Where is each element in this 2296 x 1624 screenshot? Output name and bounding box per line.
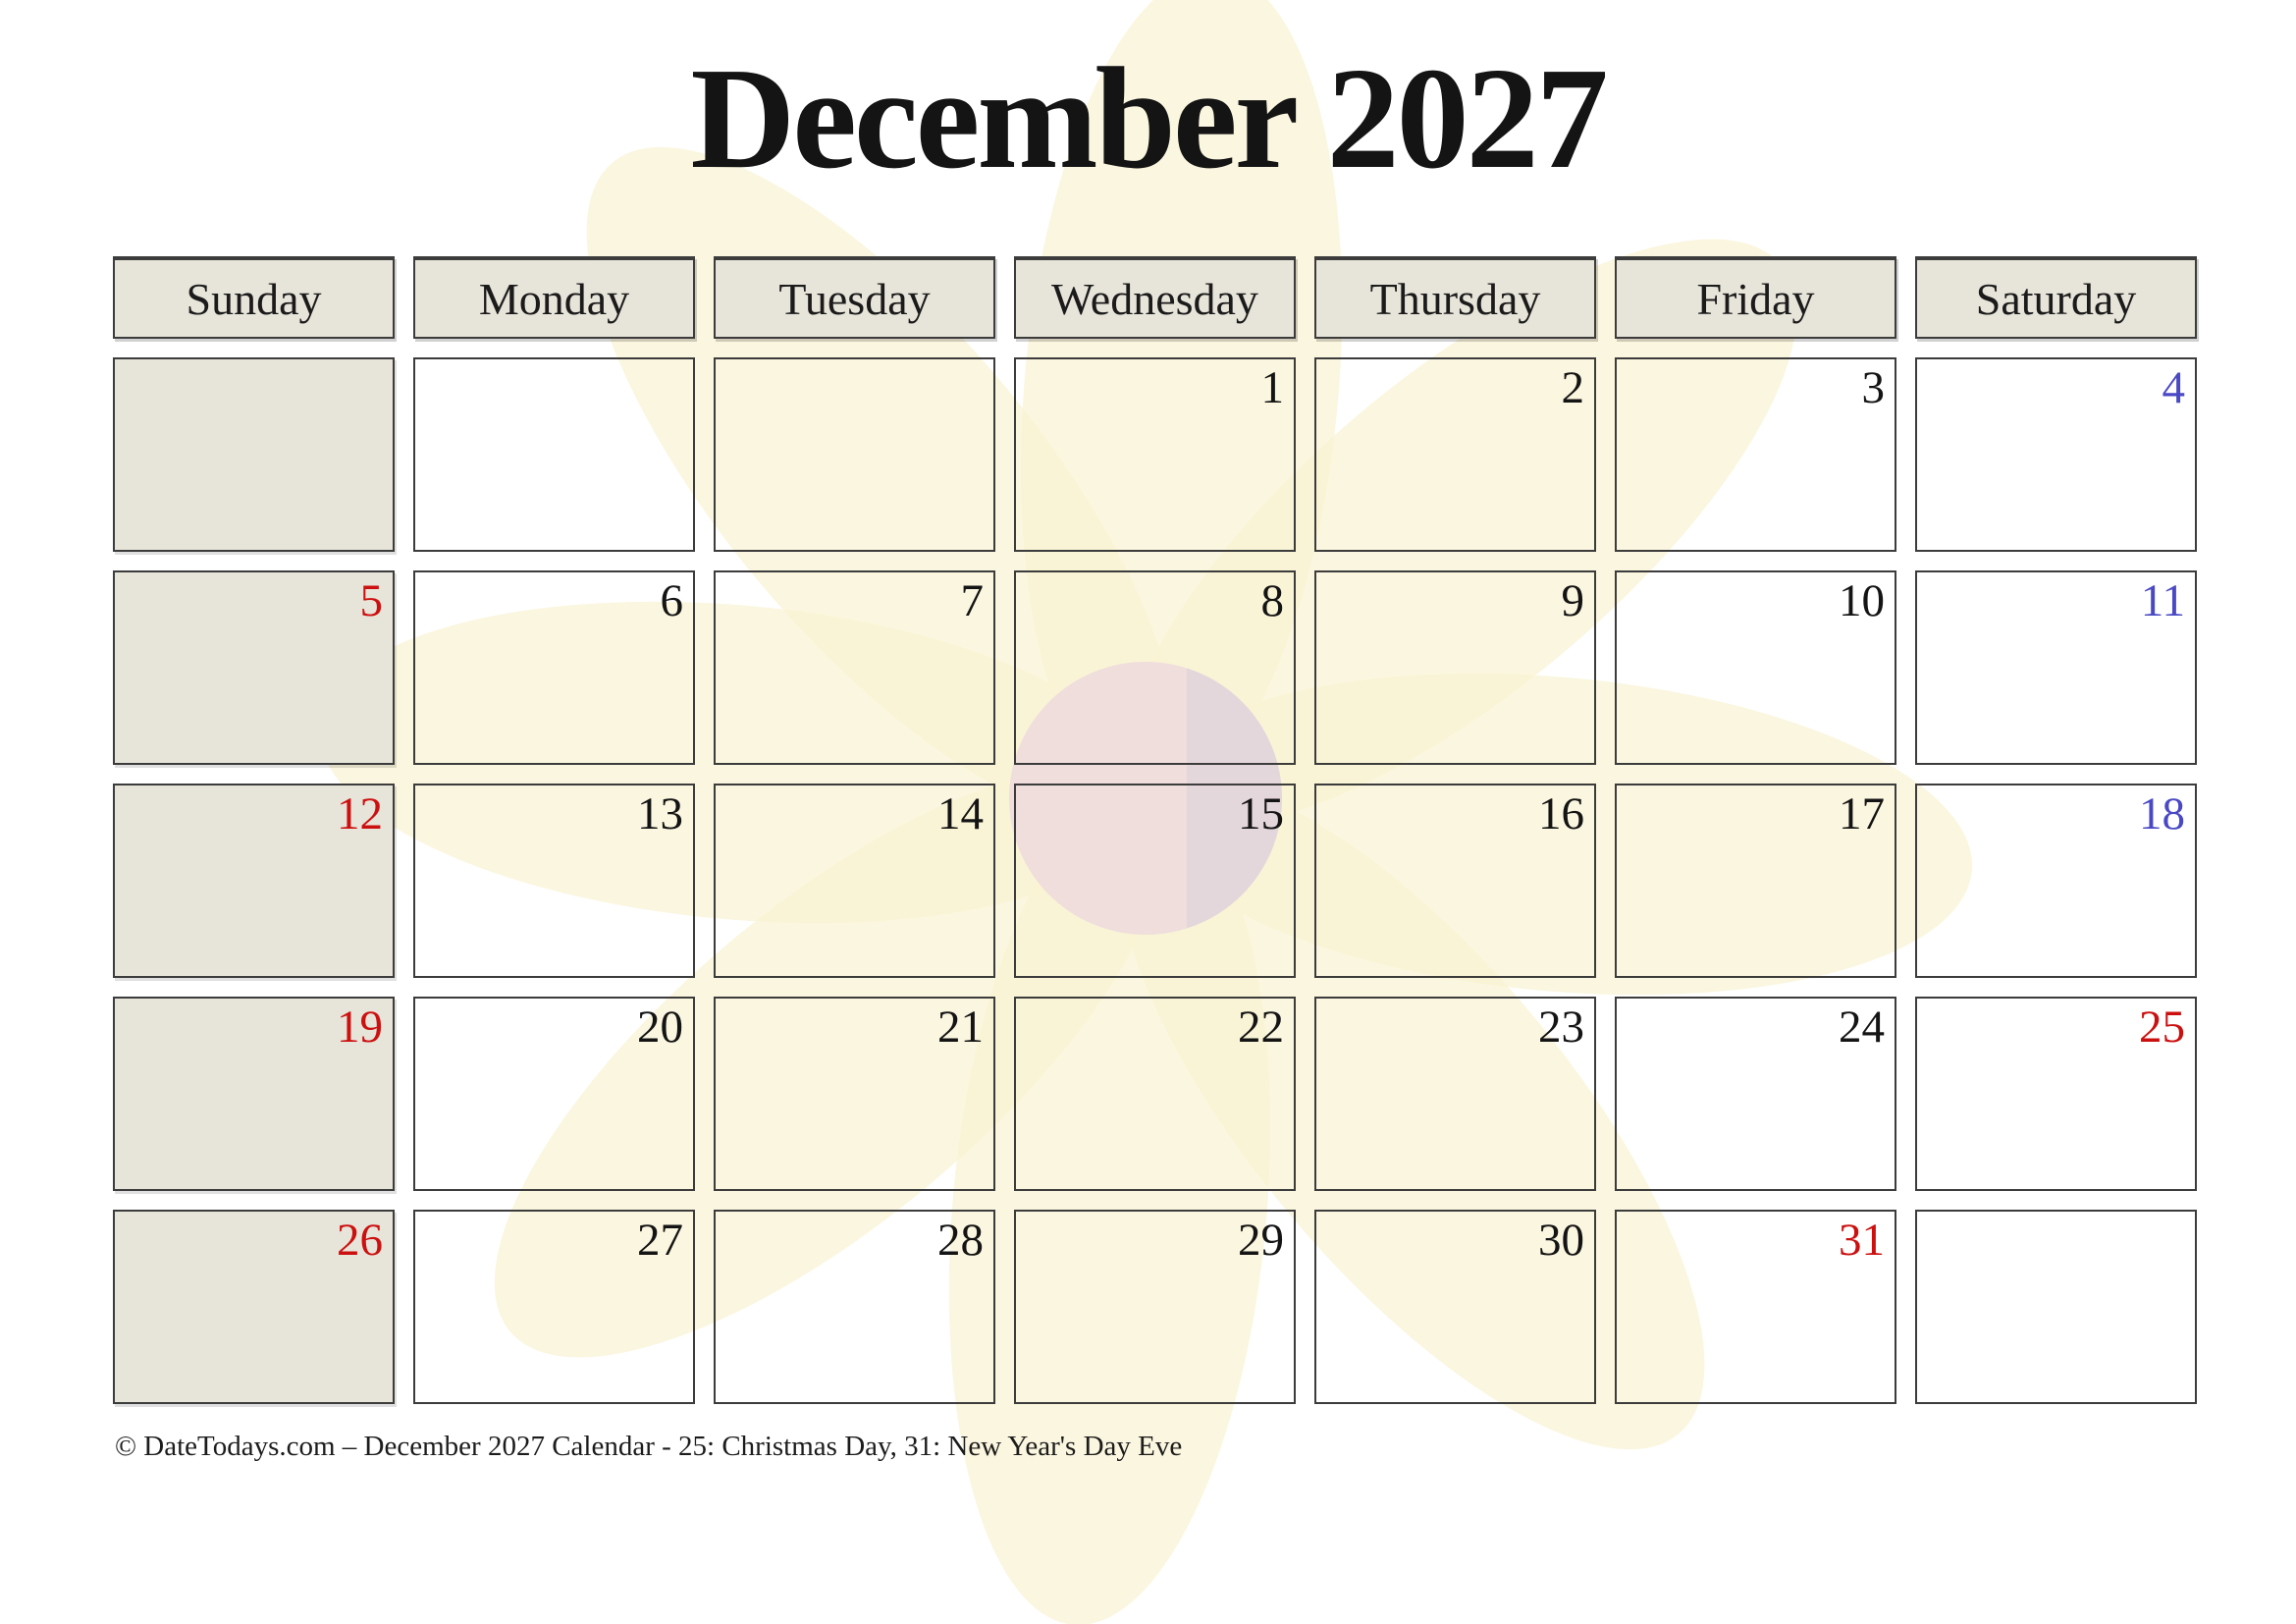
day-number: 12 (337, 788, 383, 839)
day-header-label: Thursday (1369, 273, 1541, 324)
day-cell-15 (1014, 784, 1296, 978)
day-header-wednesday (1014, 256, 1296, 339)
day-header-label: Saturday (1975, 273, 2137, 324)
footer-credit: © DateTodays.com – December 2027 Calendar - 25: Christmas Day, 31: New Year's Day Eve (115, 1431, 1183, 1462)
day-cell-24 (1615, 997, 1896, 1191)
day-cell-empty (1915, 1210, 2197, 1404)
day-cell-10 (1615, 570, 1896, 765)
day-number: 31 (1839, 1215, 1885, 1266)
day-number: 1 (1260, 362, 1284, 413)
day-cell-12 (113, 784, 395, 978)
day-cell-2 (1314, 357, 1596, 552)
day-number: 24 (1839, 1001, 1885, 1053)
day-cell-1 (1014, 357, 1296, 552)
day-cell-22 (1014, 997, 1296, 1191)
day-number: 20 (637, 1001, 683, 1053)
day-number: 17 (1839, 788, 1885, 839)
day-header-sunday (113, 256, 395, 339)
day-header-label: Wednesday (1051, 273, 1258, 324)
day-cell-11 (1915, 570, 2197, 765)
day-cell-20 (413, 997, 695, 1191)
day-number: 9 (1561, 575, 1584, 626)
day-number: 14 (937, 788, 984, 839)
day-number: 26 (337, 1215, 383, 1266)
day-cell-14 (714, 784, 995, 978)
day-cell-empty (413, 357, 695, 552)
day-number: 13 (637, 788, 683, 839)
day-header-label: Friday (1696, 273, 1815, 324)
day-number: 16 (1538, 788, 1584, 839)
day-cell-8 (1014, 570, 1296, 765)
day-number: 23 (1538, 1001, 1584, 1053)
day-number: 4 (2162, 362, 2185, 413)
day-number: 11 (2140, 575, 2185, 626)
day-header-label: Monday (478, 273, 630, 324)
day-cell-23 (1314, 997, 1596, 1191)
day-cell-28 (714, 1210, 995, 1404)
day-number: 7 (960, 575, 984, 626)
day-cell-18 (1915, 784, 2197, 978)
day-cell-17 (1615, 784, 1896, 978)
day-number: 2 (1561, 362, 1584, 413)
day-number: 5 (359, 575, 383, 626)
day-number: 28 (937, 1215, 984, 1266)
day-cell-30 (1314, 1210, 1596, 1404)
day-number: 25 (2139, 1001, 2185, 1053)
day-header-thursday (1314, 256, 1596, 339)
day-cell-21 (714, 997, 995, 1191)
day-number: 27 (637, 1215, 683, 1266)
day-number: 18 (2139, 788, 2185, 839)
day-cell-3 (1615, 357, 1896, 552)
day-cell-16 (1314, 784, 1596, 978)
day-cell-29 (1014, 1210, 1296, 1404)
day-cell-empty (714, 357, 995, 552)
day-cell-13 (413, 784, 695, 978)
day-number: 22 (1238, 1001, 1284, 1053)
day-cell-empty (113, 357, 395, 552)
day-cell-19 (113, 997, 395, 1191)
day-cell-26 (113, 1210, 395, 1404)
day-header-label: Tuesday (778, 273, 931, 324)
day-cell-6 (413, 570, 695, 765)
day-number: 30 (1538, 1215, 1584, 1266)
day-header-label: Sunday (186, 273, 322, 324)
day-number: 19 (337, 1001, 383, 1053)
day-number: 8 (1260, 575, 1284, 626)
day-header-friday (1615, 256, 1896, 339)
day-cell-7 (714, 570, 995, 765)
day-header-saturday (1915, 256, 2197, 339)
day-cell-4 (1915, 357, 2197, 552)
day-number: 3 (1861, 362, 1885, 413)
day-number: 10 (1839, 575, 1885, 626)
day-cell-25 (1915, 997, 2197, 1191)
day-header-tuesday (714, 256, 995, 339)
day-number: 15 (1238, 788, 1284, 839)
day-cell-5 (113, 570, 395, 765)
day-header-monday (413, 256, 695, 339)
day-number: 29 (1238, 1215, 1284, 1266)
day-number: 21 (937, 1001, 984, 1053)
day-number: 6 (660, 575, 683, 626)
calendar-grid (113, 256, 2197, 1404)
day-cell-31 (1615, 1210, 1896, 1404)
calendar-title: December 2027 (690, 38, 1606, 199)
day-cell-27 (413, 1210, 695, 1404)
day-cell-9 (1314, 570, 1596, 765)
